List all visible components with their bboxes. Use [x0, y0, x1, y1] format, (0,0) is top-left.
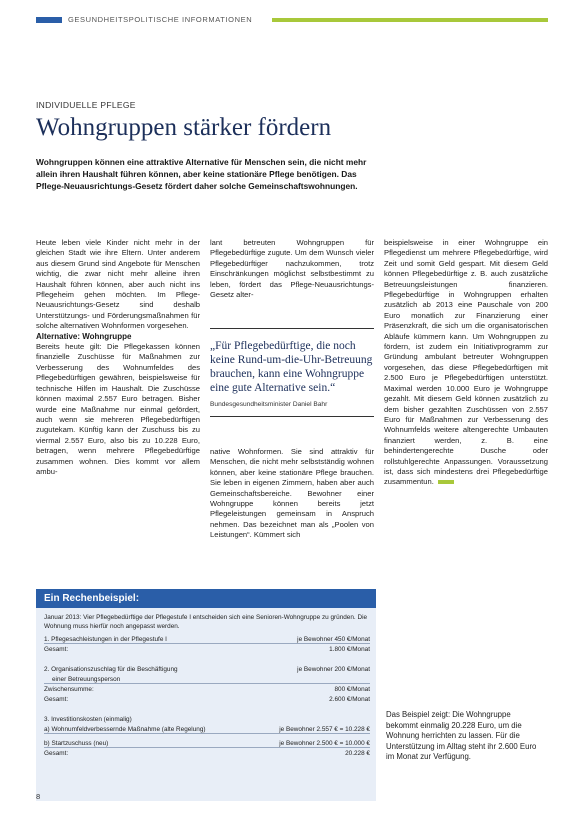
running-header: [36, 15, 548, 25]
calc-row: [44, 725, 370, 734]
calc-row-value: 1.800 €/Monat: [329, 646, 370, 653]
article-title: Wohngruppen stärker fördern: [36, 114, 332, 141]
col1-paragraph-2: Bereits heute gilt: Die Pflegekassen können finanzielle Zuschüsse für Maßnahmen zur Verbesserung des Wohnumfeldes des Pflegebedürftigen gewähren, beispielsweise für technische Hilfen im Haushalt. Die Zuschüsse können maximal 2.557 Euro betragen. Bisher wurde eine Maßnahme nur einmal gefördert, auch wenn sie mehreren Pflegebedürftigen zugutekam. Künftig kann der Zuschuss bis zu viermal 2.557 Euro, also bis zu 10.228 Euro, betragen, wenn mehrere Pflegebedürftige zusammen wohnen. Dies kommt vor allem ambu-: [36, 342, 200, 476]
calculation-box: [36, 589, 376, 801]
col1-subhead: Alternative: Wohngruppe: [36, 331, 132, 341]
col3-text: beispielsweise in einer Wohngruppe ein Pflegedienst um mehrere Pflegebedürftige, wird Zeit und somit Geld gespart. Mit diesem Geld können Pflegebedürftige z. B. auch zusätzliche Betreuungsleistungen finanzieren. Pflegebedürftige in Wohngruppen erhalten zusätzlich ab 2013 eine Pauschale von 200 Euro monatlich zur Finanzierung einer Präsenzkraft, die sich um die organisatorischen Abläufe kümmern kann. Um Wohngruppen zu fördern, ist zudem ein Initiativprogramm zur Gründung ambulant betreuter Wohngruppen vorgesehen, das diese Pflegebedürftigen mit 2.500 Euro je Pflegebedürftigen unterstützt. Maximal werden 10.000 Euro je Wohngruppe gezahlt. Mit diesem Geld können zusätzlich zu dem bisher gezahlten Zuschüssen von 2.557 Euro für Maßnahmen zur Verbesserung des Wohnumfelds weitere altengerechte Umbauten finanziert werden, z. B. eine behindertengerechte Dusche oder rollstuhlgerechte Anpassungen. Voraussetzung ist, dass sich mindestens drei Pflegebedürftige zusammentun.: [384, 238, 548, 487]
calc-row-label: 3. Investitionskosten (einmalig): [44, 716, 132, 723]
calc-row: [44, 675, 370, 684]
calc-row: [44, 715, 370, 724]
calc-row-label: Zwischensumme:: [44, 686, 94, 693]
quote-source: Bundesgesundheitsminister Daniel Bahr: [210, 401, 328, 408]
calc-row-value: je Bewohner 2.500 € = 10.000 €: [279, 740, 370, 747]
calculation-intro: Januar 2013: Vier Pflegebedürftige der Pflegestufe I entscheiden sich eine Senioren-Wohngruppe zu gründen. Die Wohnung muss hierfür noch angepasst werden.: [44, 614, 368, 630]
article-kicker: INDIVIDUELLE PFLEGE: [36, 100, 136, 110]
header-blue-block: [36, 17, 62, 23]
calc-row-value: je Bewohner 200 €/Monat: [297, 666, 370, 673]
col3-paragraph-1: [384, 238, 548, 488]
calc-row-label: 1. Pflegesachleistungen in der Pflegestufe I: [44, 636, 167, 643]
col2-paragraph-1: lant betreuten Wohngruppen für Pflegebedürftige zugute. Um dem Wunsch vieler Pflegebedürftiger nachzukommen, trotz Einschränkungen möglichst selbstbestimmt zu leben, fördert das Pflege-Neuausrichtungs-Gesetz alter-: [210, 238, 374, 300]
header-green-line: [272, 18, 548, 22]
col1-paragraph-1: Heute leben viele Kinder nicht mehr in der gleichen Stadt wie ihre Eltern. Unter anderem aus diesem Grund sind Angebote für Menschen wichtig, die zwar nicht mehr alleine ihren Haushalt führen können, aber auch nicht ins Pflegeheim gehen möchten. Im Pflege-Neuausrichtungs-Gesetz sind deshalb Unterstützungs- und Förderungsmaßnahmen für solche alternativen Wohnformen vorgesehen.: [36, 238, 200, 331]
article-lead: Wohngruppen können eine attraktive Alternative für Menschen sein, die nicht mehr allein ihren Haushalt führen können, aber keine stationäre Pflege benötigen. Das Pflege-Neuausrichtungs-Gesetz fördert daher solche Gemeinschaftswohnungen.: [36, 157, 367, 191]
column-3: [384, 238, 548, 488]
calc-row-label: Gesamt:: [44, 646, 69, 653]
calc-row: [44, 635, 370, 644]
calc-row: [44, 665, 370, 674]
calc-row-value: 2.600 €/Monat: [329, 696, 370, 703]
end-mark: [438, 480, 454, 484]
calc-row-value: 800 €/Monat: [334, 686, 370, 693]
calc-row-label: Gesamt:: [44, 750, 69, 757]
side-note: Das Beispiel zeigt: Die Wohngruppe bekommt einmalig 20.228 Euro, um die Wohnung herrichten zu lassen. Für die Unterstützung im Alltag steht ihr 2.600 Euro im Monat zur Verfügung.: [386, 710, 537, 762]
page-number: 8: [36, 792, 41, 801]
calc-row: [44, 645, 370, 654]
column-2-top: [210, 238, 374, 300]
column-2-bottom: [210, 447, 374, 541]
calc-row: [44, 695, 370, 704]
calc-row: [44, 749, 370, 758]
calc-row: [44, 685, 370, 694]
pull-quote: [210, 328, 374, 417]
calc-row-value: 20.228 €: [345, 750, 370, 757]
quote-text: „Für Pflegebedürftige, die noch keine Rund-um-die-Uhr-Betreuung brauchen, kann eine Wohngruppe eine gute Alternative sein.“: [210, 340, 373, 394]
calc-row-value: je Bewohner 2.557 € = 10.228 €: [279, 726, 370, 733]
calc-row-label: Gesamt:: [44, 696, 69, 703]
header-label: GESUNDHEITSPOLITISCHE INFORMATIONEN: [68, 15, 253, 24]
calc-row-label: 2. Organisationszuschlag für die Beschäftigung: [44, 666, 178, 673]
calc-row-label: b) Startzuschuss (neu): [44, 740, 109, 747]
column-1: [36, 238, 200, 477]
col2-paragraph-2: native Wohnformen. Sie sind attraktiv für Menschen, die nicht mehr selbstständig wohnen können, aber keine stationäre Pflege brauchen. Sie leben in eigenen Zimmern, haben aber auch Gemeinschaftsbereiche. Bewohner einer Wohngruppe können bereits jetzt Pflegeleistungen gemeinsam in Anspruch nehmen. Das bezeichnet man als „Poolen von Leistungen“. Kümmert sich: [210, 447, 374, 540]
calc-row: [44, 739, 370, 748]
calc-row-label: einer Betreuungsperson: [52, 676, 121, 683]
calculation-title: Ein Rechenbeispiel:: [36, 589, 376, 608]
calc-row-value: je Bewohner 450 €/Monat: [297, 636, 370, 643]
calc-row-label: a) Wohnumfeldverbessernde Maßnahme (alte Regelung): [44, 726, 206, 733]
